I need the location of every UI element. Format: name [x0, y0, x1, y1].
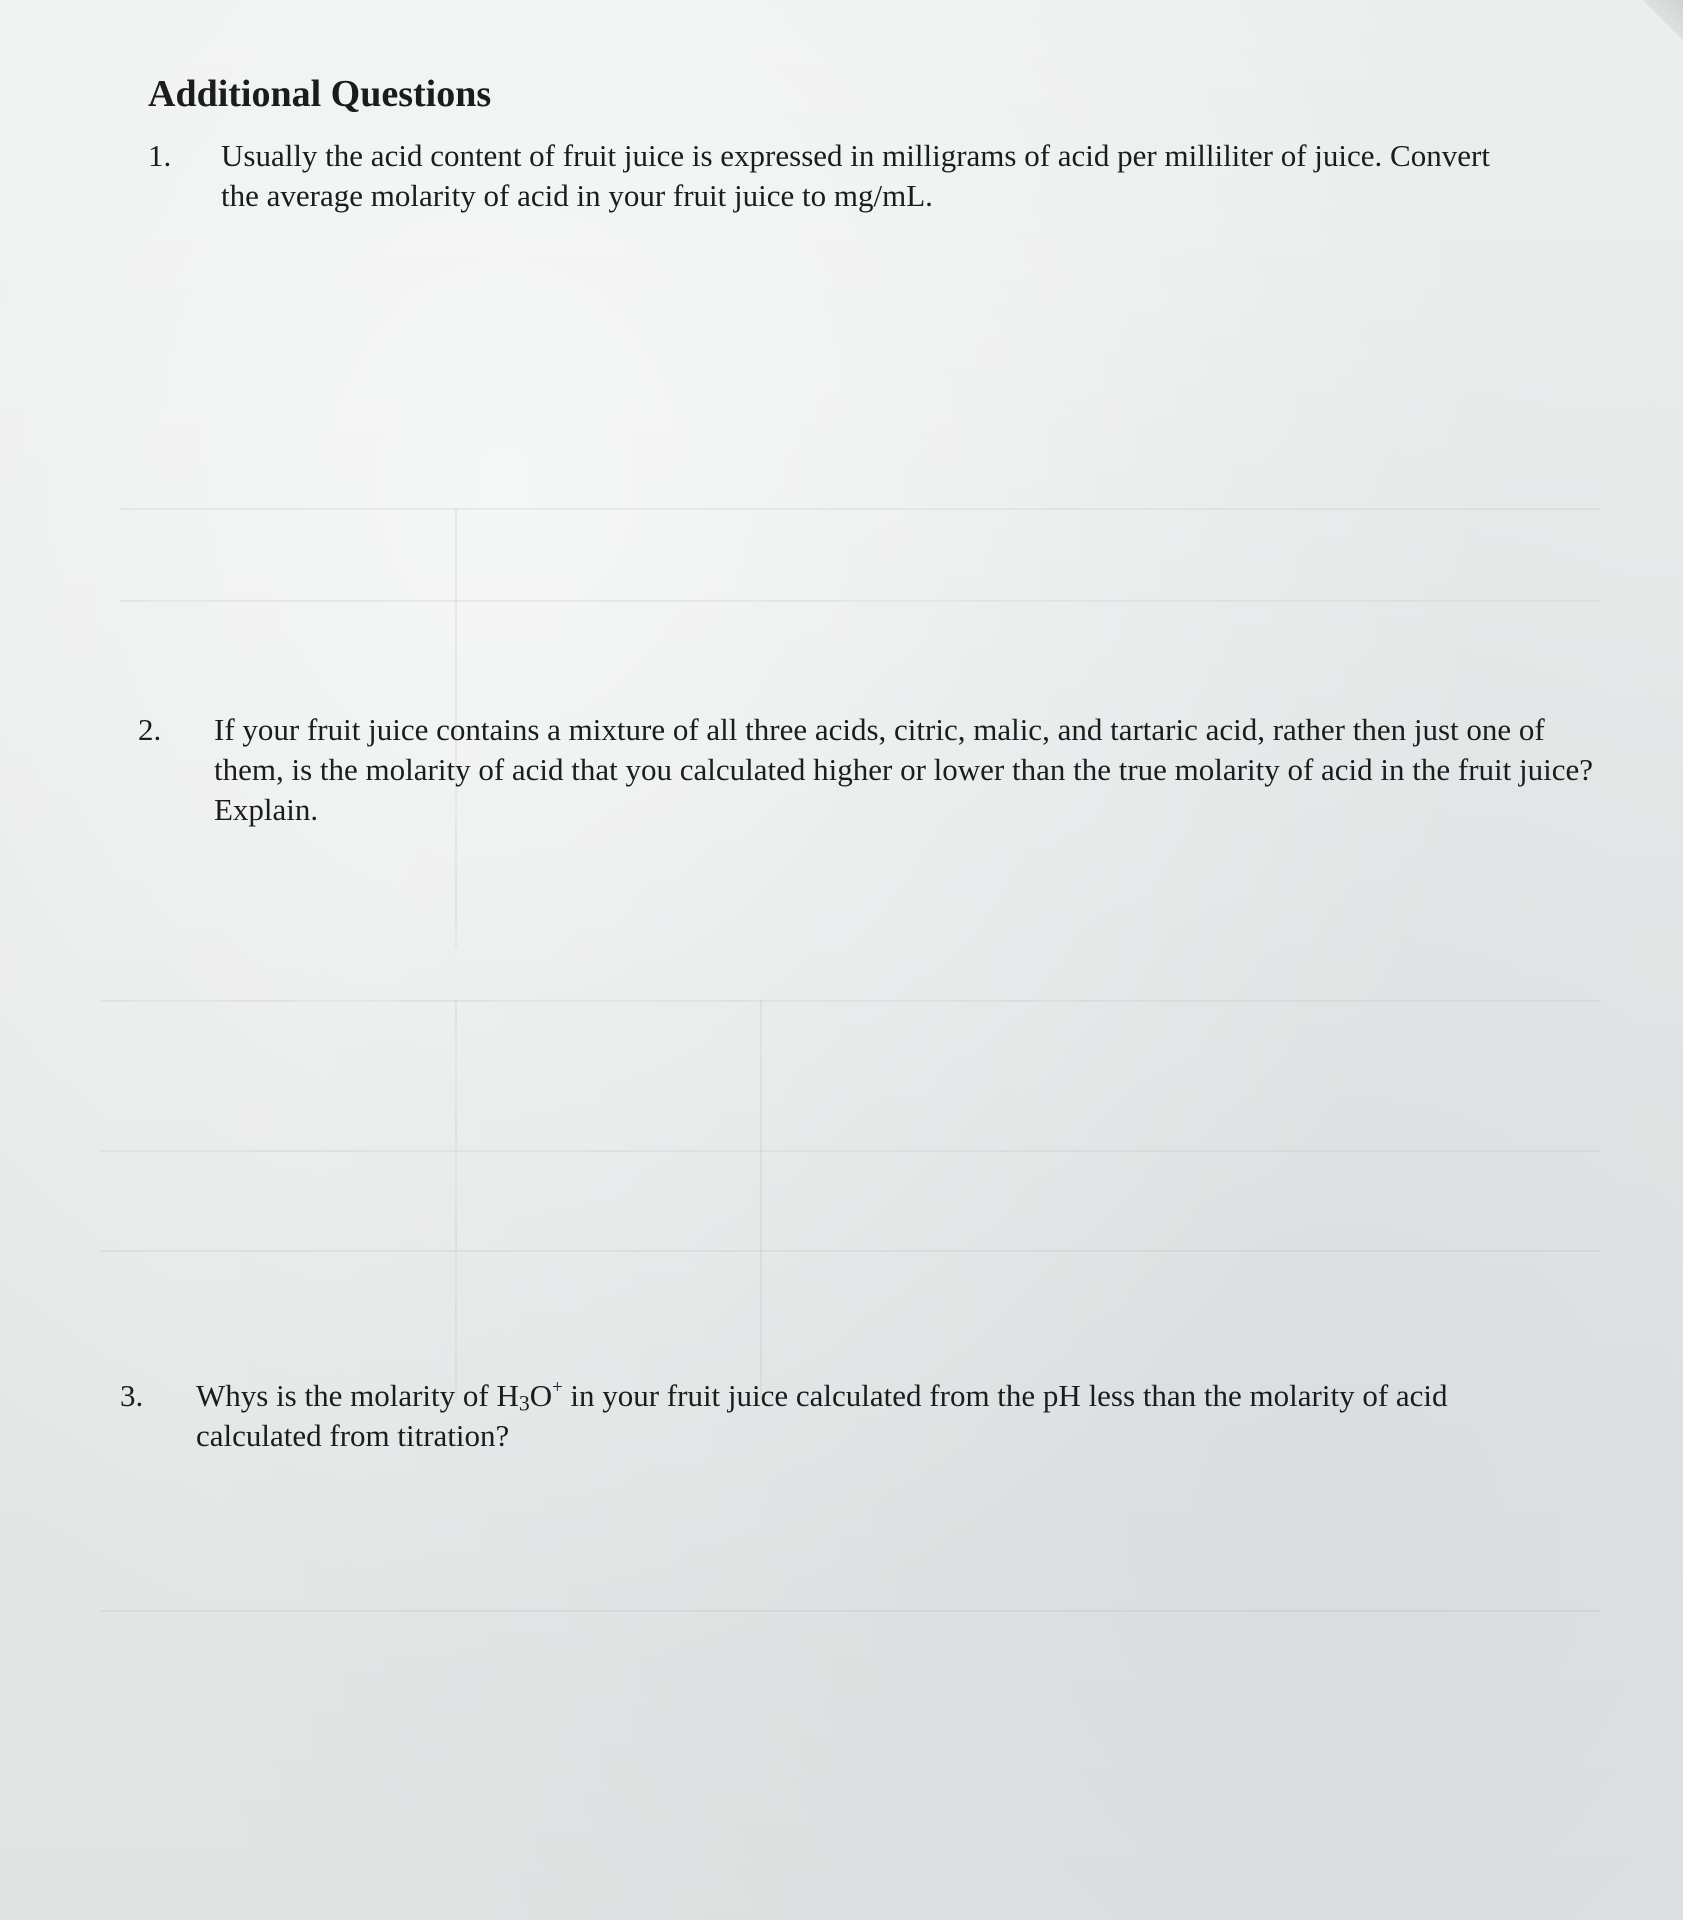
question-text-start: Whys is the molarity of H: [196, 1378, 519, 1413]
bleed-through-line: [100, 1250, 1600, 1252]
bleed-through-line: [120, 600, 1600, 602]
bleed-through-line: [455, 1000, 457, 1400]
formula-oxygen: O: [529, 1378, 553, 1413]
question-text: If your fruit juice contains a mixture of all three acids, citric, malic, and tartaric acid, rather then just one of them, is the molarity of acid that you calculated higher or lower than the true molarity of acid in the fruit juice? Explain.: [214, 712, 1594, 827]
question-2: [138, 710, 1598, 840]
formula-superscript: +: [552, 1376, 563, 1398]
question-number: 1.: [148, 138, 172, 173]
question-1: [148, 136, 1508, 226]
bleed-through-line: [100, 1000, 1600, 1002]
page-title: Additional Questions: [148, 73, 492, 115]
question-text: Usually the acid content of fruit juice is expressed in milligrams of acid per milliliter of juice. Convert the average molarity of acid in your fruit juice to mg/mL.: [221, 138, 1490, 213]
question-3: [120, 1376, 1560, 1466]
bleed-through-line: [120, 508, 1600, 510]
question-text: [196, 1376, 1560, 1456]
page-corner-fold: [1643, 0, 1683, 40]
question-number: 3.: [120, 1378, 144, 1413]
bleed-through-line: [100, 1150, 1600, 1152]
formula-subscript: 3: [518, 1391, 530, 1416]
bleed-through-line: [100, 1610, 1600, 1612]
bleed-through-line: [760, 1000, 762, 1400]
question-number: 2.: [138, 712, 162, 747]
question-text-end: in your fruit juice calculated from the pH less than the molarity of acid calculated from titration?: [196, 1378, 1448, 1453]
